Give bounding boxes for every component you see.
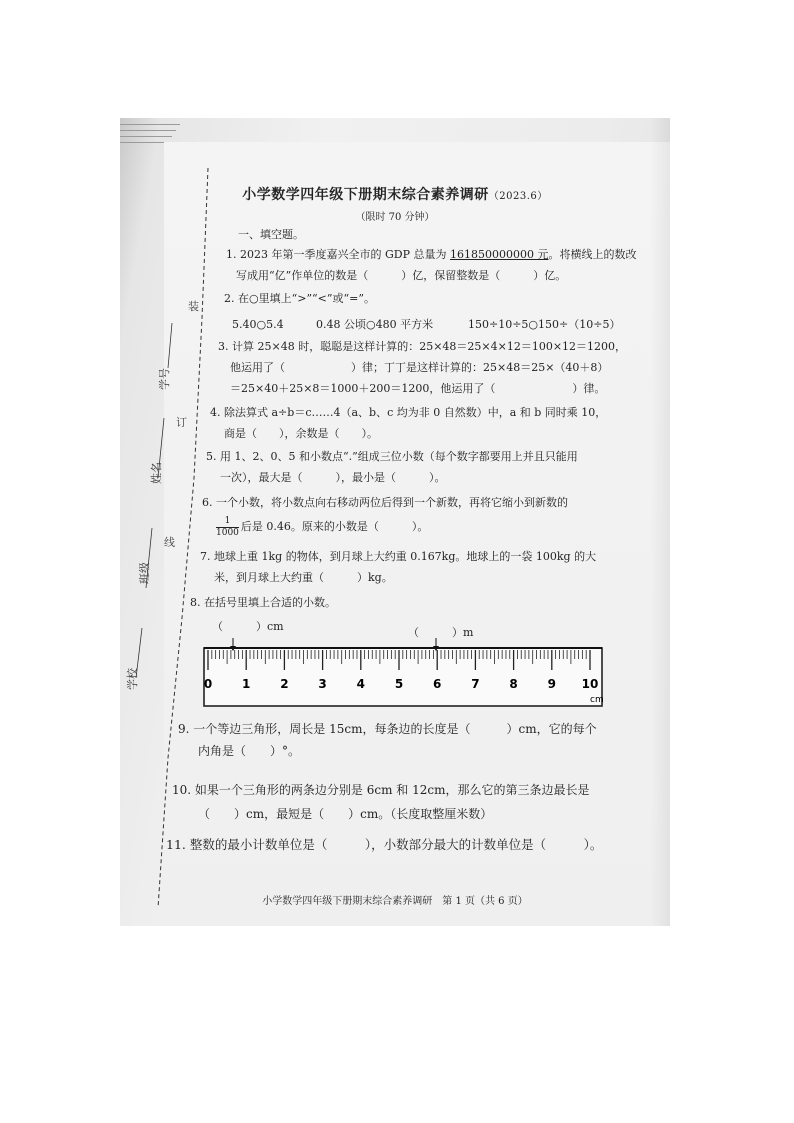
q2-item-c: 150÷10÷5○150÷（10÷5） (468, 318, 621, 331)
number-label: 学号 (158, 368, 171, 390)
ruler-label: 5 (394, 677, 404, 691)
question-4: 4. 除法算式 a÷b＝c……4（a、b、c 均为非 0 自然数）中，a 和 b 同时乘 10， 商是（ ），余数是（ ）。 (210, 406, 607, 440)
ruler-label: 6 (433, 677, 442, 691)
ruler-label: 0 (203, 677, 213, 691)
question-5: 5. 用 1、2、0、5 和小数点“.”组成三位小数（每个数字都要用上并且只能用 一次），最大是（ ），最小是（ ）。 (206, 450, 578, 484)
time-limit: （限时 70 分钟） (355, 212, 435, 223)
ruler-label: 8 (509, 677, 518, 691)
ruler-label: 9 (547, 677, 556, 691)
page-footer: 小学数学四年级下册期末综合素养调研 第 1 页（共 6 页） (262, 896, 528, 907)
ruler-blank-m: （ ）m (408, 626, 474, 639)
ruler-label: 7 (471, 677, 480, 691)
class-label: 班级 (138, 562, 151, 584)
question-1: 1. 2023 年第一季度嘉兴全市的 GDP 总量为 161850000000 元。将横线上的数改 写成用“亿”作单位的数是（ ）亿，保留整数是（ ）亿。 (226, 248, 637, 282)
page-title (120, 184, 670, 204)
ruler-label: 2 (280, 677, 289, 691)
school-label: 学校 (126, 668, 139, 690)
question-2: 2. 在○里填上“>”“<”或“=”。 (224, 292, 375, 305)
seal-mark-1: 装 (188, 300, 199, 313)
seal-mark-3: 线 (164, 536, 175, 549)
question-6: 6. 一个小数，将小数点向右移动两位后得到一个新数，再将它缩小到新数的 (202, 496, 568, 509)
seal-mark-2: 订 (176, 416, 187, 429)
ruler (200, 636, 610, 712)
question-10: 10. 如果一个三角形的两条边分别是 6cm 和 12cm，那么它的第三条边最长是 （ ）cm，最短是（ ）cm。（长度取整厘米数） (172, 783, 590, 821)
ruler-blank-cm: （ ）cm (212, 620, 284, 633)
name-label: 姓名 (150, 462, 163, 484)
ruler-unit: cm (590, 695, 604, 705)
exam-photo (120, 118, 670, 926)
question-3: 3. 计算 25×48 时，聪聪是这样计算的：25×48＝25×4×12＝100×12＝1200， 他运用了（ ）律；丁丁是这样计算的：25×48＝25×（40＋8） ＝25×40＋25×8＝1000＋200＝1200，他运用了（ ）律。 (218, 340, 627, 395)
ruler-label: 10 (581, 677, 599, 691)
fraction: $\frac{1}{1000}$ (216, 515, 239, 538)
q2-item-a: 5.40○5.4 (232, 318, 284, 331)
question-8: 8. 在括号里填上合适的小数。 (190, 596, 336, 609)
question-6-line-2: $\frac{1}{1000}$ 后是 0.46。原来的小数是（ ）。 (216, 515, 429, 538)
ruler-label: 3 (318, 677, 327, 691)
gdp-value: 161850000000 元 (450, 248, 549, 261)
title-text: 小学数学四年级下册期末综合素养调研 (242, 187, 489, 203)
question-9: 9. 一个等边三角形，周长是 15cm，每条边的长度是（ ）cm，它的每个 内角是（ ）°。 (178, 722, 597, 758)
question-7: 7. 地球上重 1kg 的物体，到月球上大约重 0.167kg。地球上的一袋 100kg 的大 米，到月球上大约重（ ）kg。 (200, 550, 597, 584)
question-11: 11. 整数的最小计数单位是（ ），小数部分最大的计数单位是（ ）。 (166, 837, 603, 852)
ruler-label: 1 (242, 677, 251, 691)
section-heading: 一、填空题。 (238, 228, 304, 241)
ruler-label: 4 (356, 677, 365, 691)
q2-item-b: 0.48 公顷○480 平方米 (316, 318, 434, 331)
q1-number: 1. (226, 248, 237, 261)
title-date: （2023.6） (488, 191, 548, 202)
